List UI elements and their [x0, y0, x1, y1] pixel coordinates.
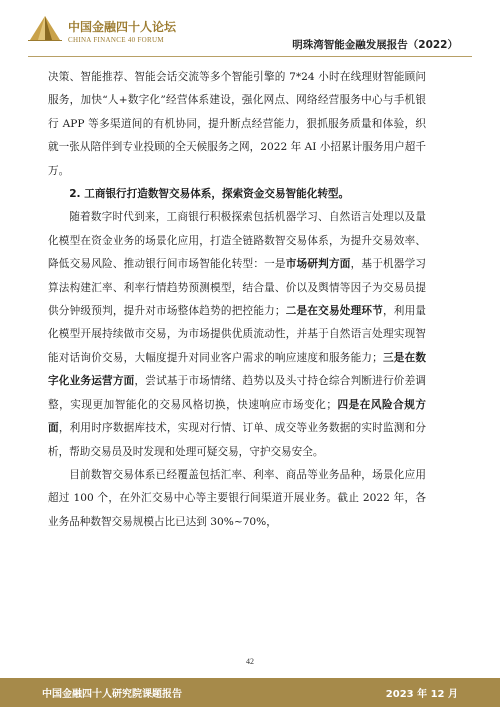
logo-chinese-name: 中国金融四十人论坛 — [68, 20, 177, 34]
header-divider — [28, 56, 472, 57]
footer-date: 2023 年 12 月 — [385, 689, 458, 700]
paragraph-text: ，尝试基于市场情绪、趋势以及头寸持仓综合判断进行价差调整，实现更加智能化的交易风格切换，快速响应市场变化； — [48, 375, 427, 411]
paragraph-text: 随着数字时代到来，工商银行积极探索包括机器学习、自然语言处理以及量化模型在资金业务的场景化应用，打造全链路数智交易体系，为提升交易效率、降低交易风险、推动银行间市场智能化转型：一是 — [48, 211, 426, 271]
pyramid-logo-icon — [28, 14, 62, 42]
paragraph-text: ，基于机器学习算法构建汇率、利率行情趋势预测模型，结合量、价以及舆情等因子为交易员提供分钟级预判，提升对市场整体趋势的把控能力； — [48, 258, 427, 318]
page-body — [48, 66, 426, 534]
cf40-logo — [28, 10, 178, 50]
paragraph-text: ，利用时序数据库技术，实现对行情、订单、成交等业务数据的实时监测和分析，帮助交易员及时发现和处理可疑交易，守护交易安全。 — [48, 422, 427, 458]
page-number: 42 — [246, 657, 254, 666]
bold-phrase-market-analysis: 市场研判方面 — [285, 258, 351, 271]
paragraph-continued: 决策、智能推荐、智能会话交流等多个智能引擎的 7*24 小时在线理财智能顾问服务，加快“人+数字化”经营体系建设，强化网点、网络经营服务中心与手机银行 APP 等多渠道间的有机协同，提升断点经营能力，狠抓服务质量和体验，织就一张从陪伴到专业投顾的全天候服务之网，2022 年 AI 小招累计服务用户超千万。 — [48, 71, 426, 177]
paragraph-coverage: 目前数智交易体系已经覆盖包括汇率、利率、商品等业务品种，场景化应用超过 100 个，在外汇交易中心等主要银行间渠道开展业务。截止 2022 年，各业务品种数智交易规模占比已达到 30%~70%， — [48, 468, 426, 528]
bold-phrase-trade-processing: 二是在交易处理环节 — [285, 305, 383, 318]
report-title: 明珠湾智能金融发展报告（2022） — [292, 39, 458, 51]
logo-english-name: CHINA FINANCE 40 FORUM — [68, 36, 164, 44]
paragraph-icbc — [48, 206, 426, 463]
paragraph-text: ，利用量化模型开展持续做市交易，为市场提供优质流动性，并基于自然语言处理实现智能对话询价交易，大幅度提升对同业客户需求的响应速度和服务能力； — [48, 305, 427, 364]
section-heading: 2. 工商银行打造数智交易体系，探索资金交易智能化转型。 — [69, 188, 350, 201]
bold-phrase-risk-compliance: 四是在风险合规方面 — [48, 398, 427, 435]
page-footer — [0, 678, 500, 707]
footer-institute: 中国金融四十人研究院课题报告 — [42, 689, 182, 700]
page-header — [0, 0, 500, 60]
bold-phrase-digital-operations: 三是在数字化业务运营方面 — [48, 351, 427, 388]
